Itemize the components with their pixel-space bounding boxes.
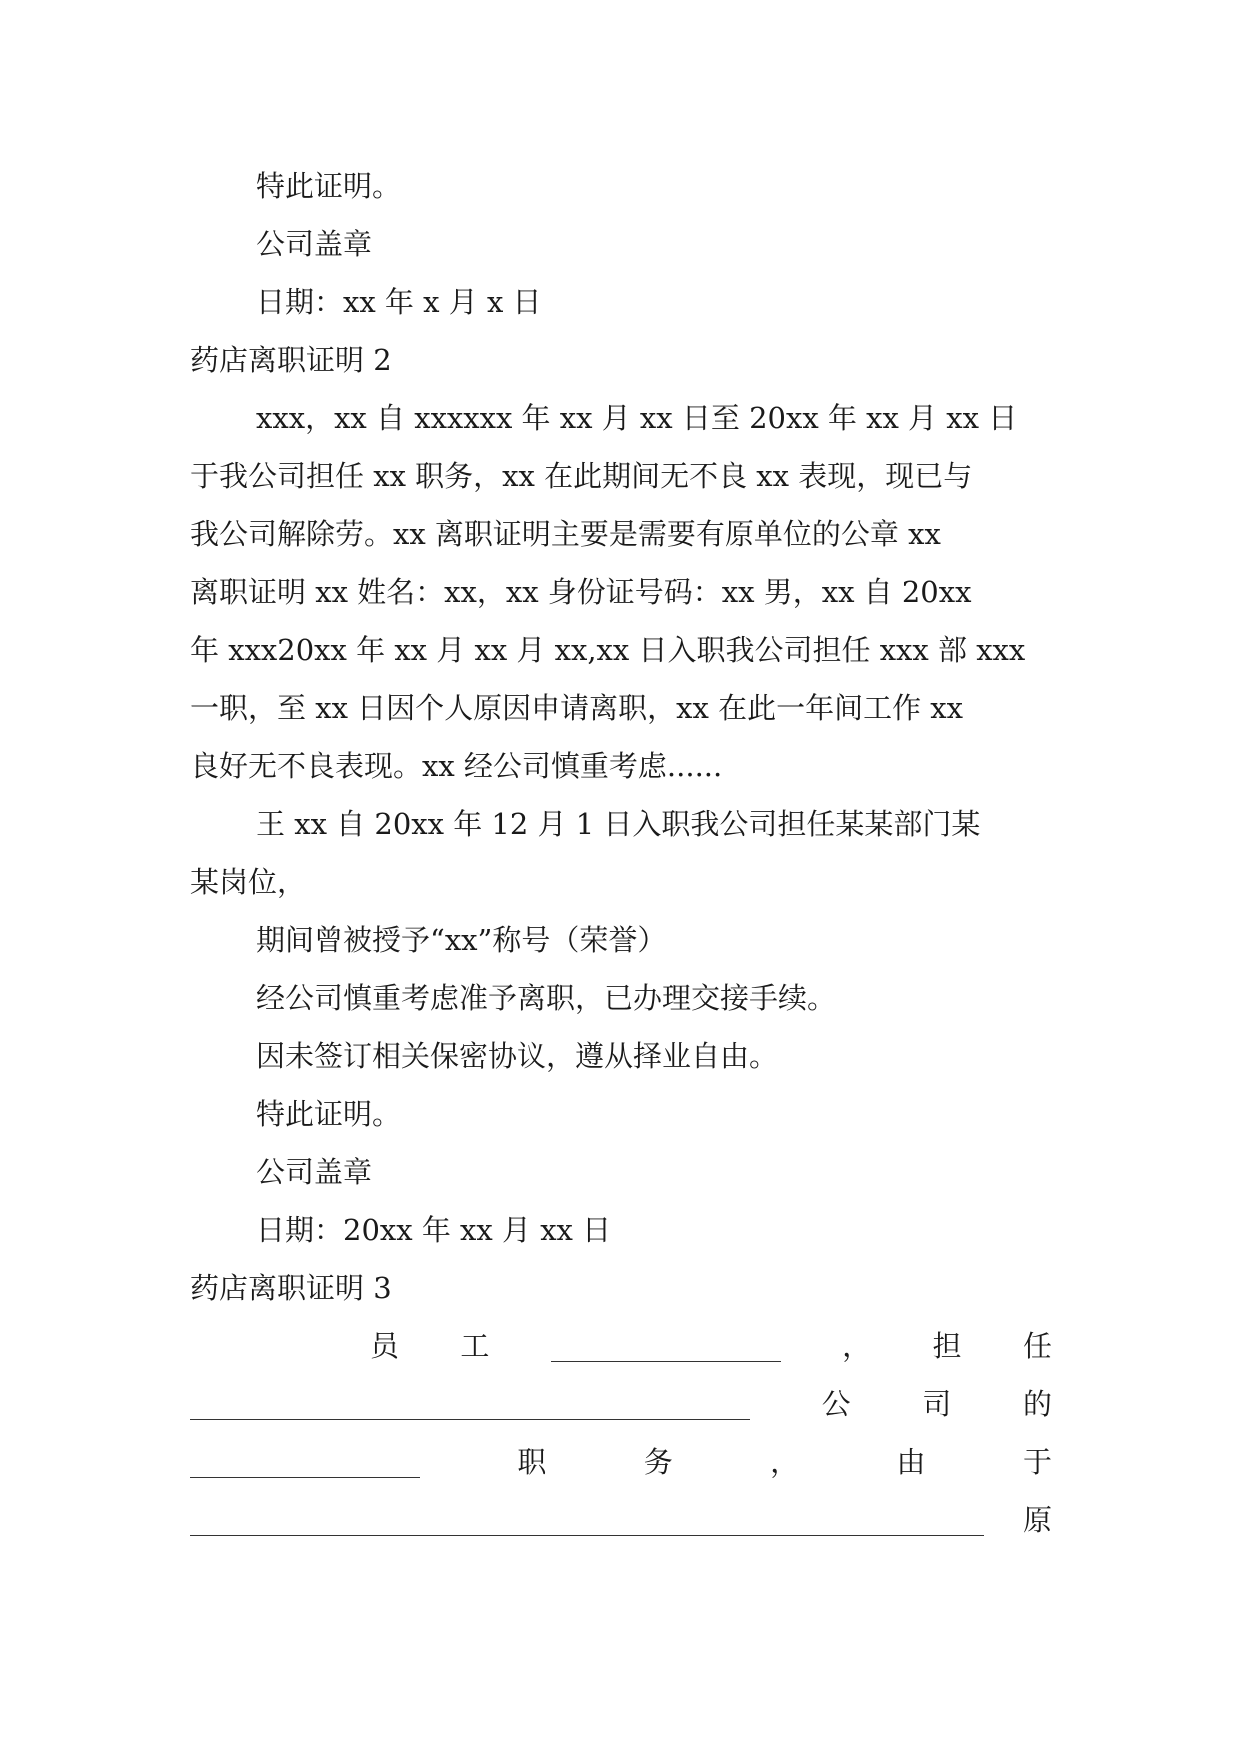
paragraph-line: 年 xxx20xx 年 xx 月 xx 月 xx,xx 日入职我公司担任 xxx 部 xxx: [190, 633, 1026, 667]
form-row: [190, 1491, 1052, 1549]
honor-text: 期间曾被授予“xx”称号（荣誉）: [256, 923, 667, 957]
form-word: 由: [896, 1445, 926, 1479]
fill-blank-company[interactable]: [190, 1389, 750, 1420]
paragraph-line: 某岗位，: [190, 865, 307, 899]
section-title: 药店离职证明 2: [190, 343, 392, 377]
fill-blank-reason[interactable]: [190, 1505, 984, 1536]
form-row: [370, 1317, 1052, 1375]
section-title: 药店离职证明 3: [190, 1271, 392, 1305]
paragraph-line: 于我公司担任 xx 职务，xx 在此期间无不良 xx 表现，现已与: [190, 459, 973, 493]
confidentiality-text: 因未签订相关保密协议，遵从择业自由。: [256, 1039, 779, 1073]
seal-text: 公司盖章: [256, 227, 373, 261]
paragraph-line: 良好无不良表现。xx 经公司慎重考虑......: [190, 749, 723, 783]
paragraph-line: 离职证明 xx 姓名：xx，xx 身份证号码：xx 男，xx 自 20xx: [190, 575, 972, 609]
fill-blank-name[interactable]: [551, 1331, 781, 1362]
form-word: 司: [922, 1387, 952, 1421]
form-word: ，: [770, 1445, 800, 1479]
form-word: 工: [460, 1329, 490, 1363]
closing-text: 特此证明。: [256, 1097, 402, 1131]
paragraph-line: 王 xx 自 20xx 年 12 月 1 日入职我公司担任某某部门某: [256, 807, 981, 841]
form-word: 务: [643, 1445, 673, 1479]
paragraph-line: 一职，至 xx 日因个人原因申请离职，xx 在此一年间工作 xx: [190, 691, 964, 725]
closing-text: 特此证明。: [256, 169, 402, 203]
form-word: 原: [1022, 1503, 1052, 1537]
paragraph-line: xxx，xx 自 xxxxxx 年 xx 月 xx 日至 20xx 年 xx 月 xx 日: [256, 401, 1018, 435]
form-row: [190, 1375, 1052, 1433]
seal-text: 公司盖章: [256, 1155, 373, 1189]
form-word: ，: [842, 1329, 872, 1363]
date-text: 日期：xx 年 x 月 x 日: [256, 285, 542, 319]
form-word: 职: [517, 1445, 547, 1479]
fill-blank-position[interactable]: [190, 1447, 420, 1478]
form-word: 于: [1022, 1445, 1052, 1479]
form-word: 公: [821, 1387, 851, 1421]
form-word: 员: [370, 1329, 400, 1363]
form-word: 的: [1022, 1387, 1052, 1421]
date-text: 日期：20xx 年 xx 月 xx 日: [256, 1213, 612, 1247]
form-word: 任: [1022, 1329, 1052, 1363]
approval-text: 经公司慎重考虑准予离职，已办理交接手续。: [256, 981, 837, 1015]
paragraph-line: 我公司解除劳。xx 离职证明主要是需要有原单位的公章 xx: [190, 517, 941, 551]
form-row: [190, 1433, 1052, 1491]
form-word: 担: [932, 1329, 962, 1363]
